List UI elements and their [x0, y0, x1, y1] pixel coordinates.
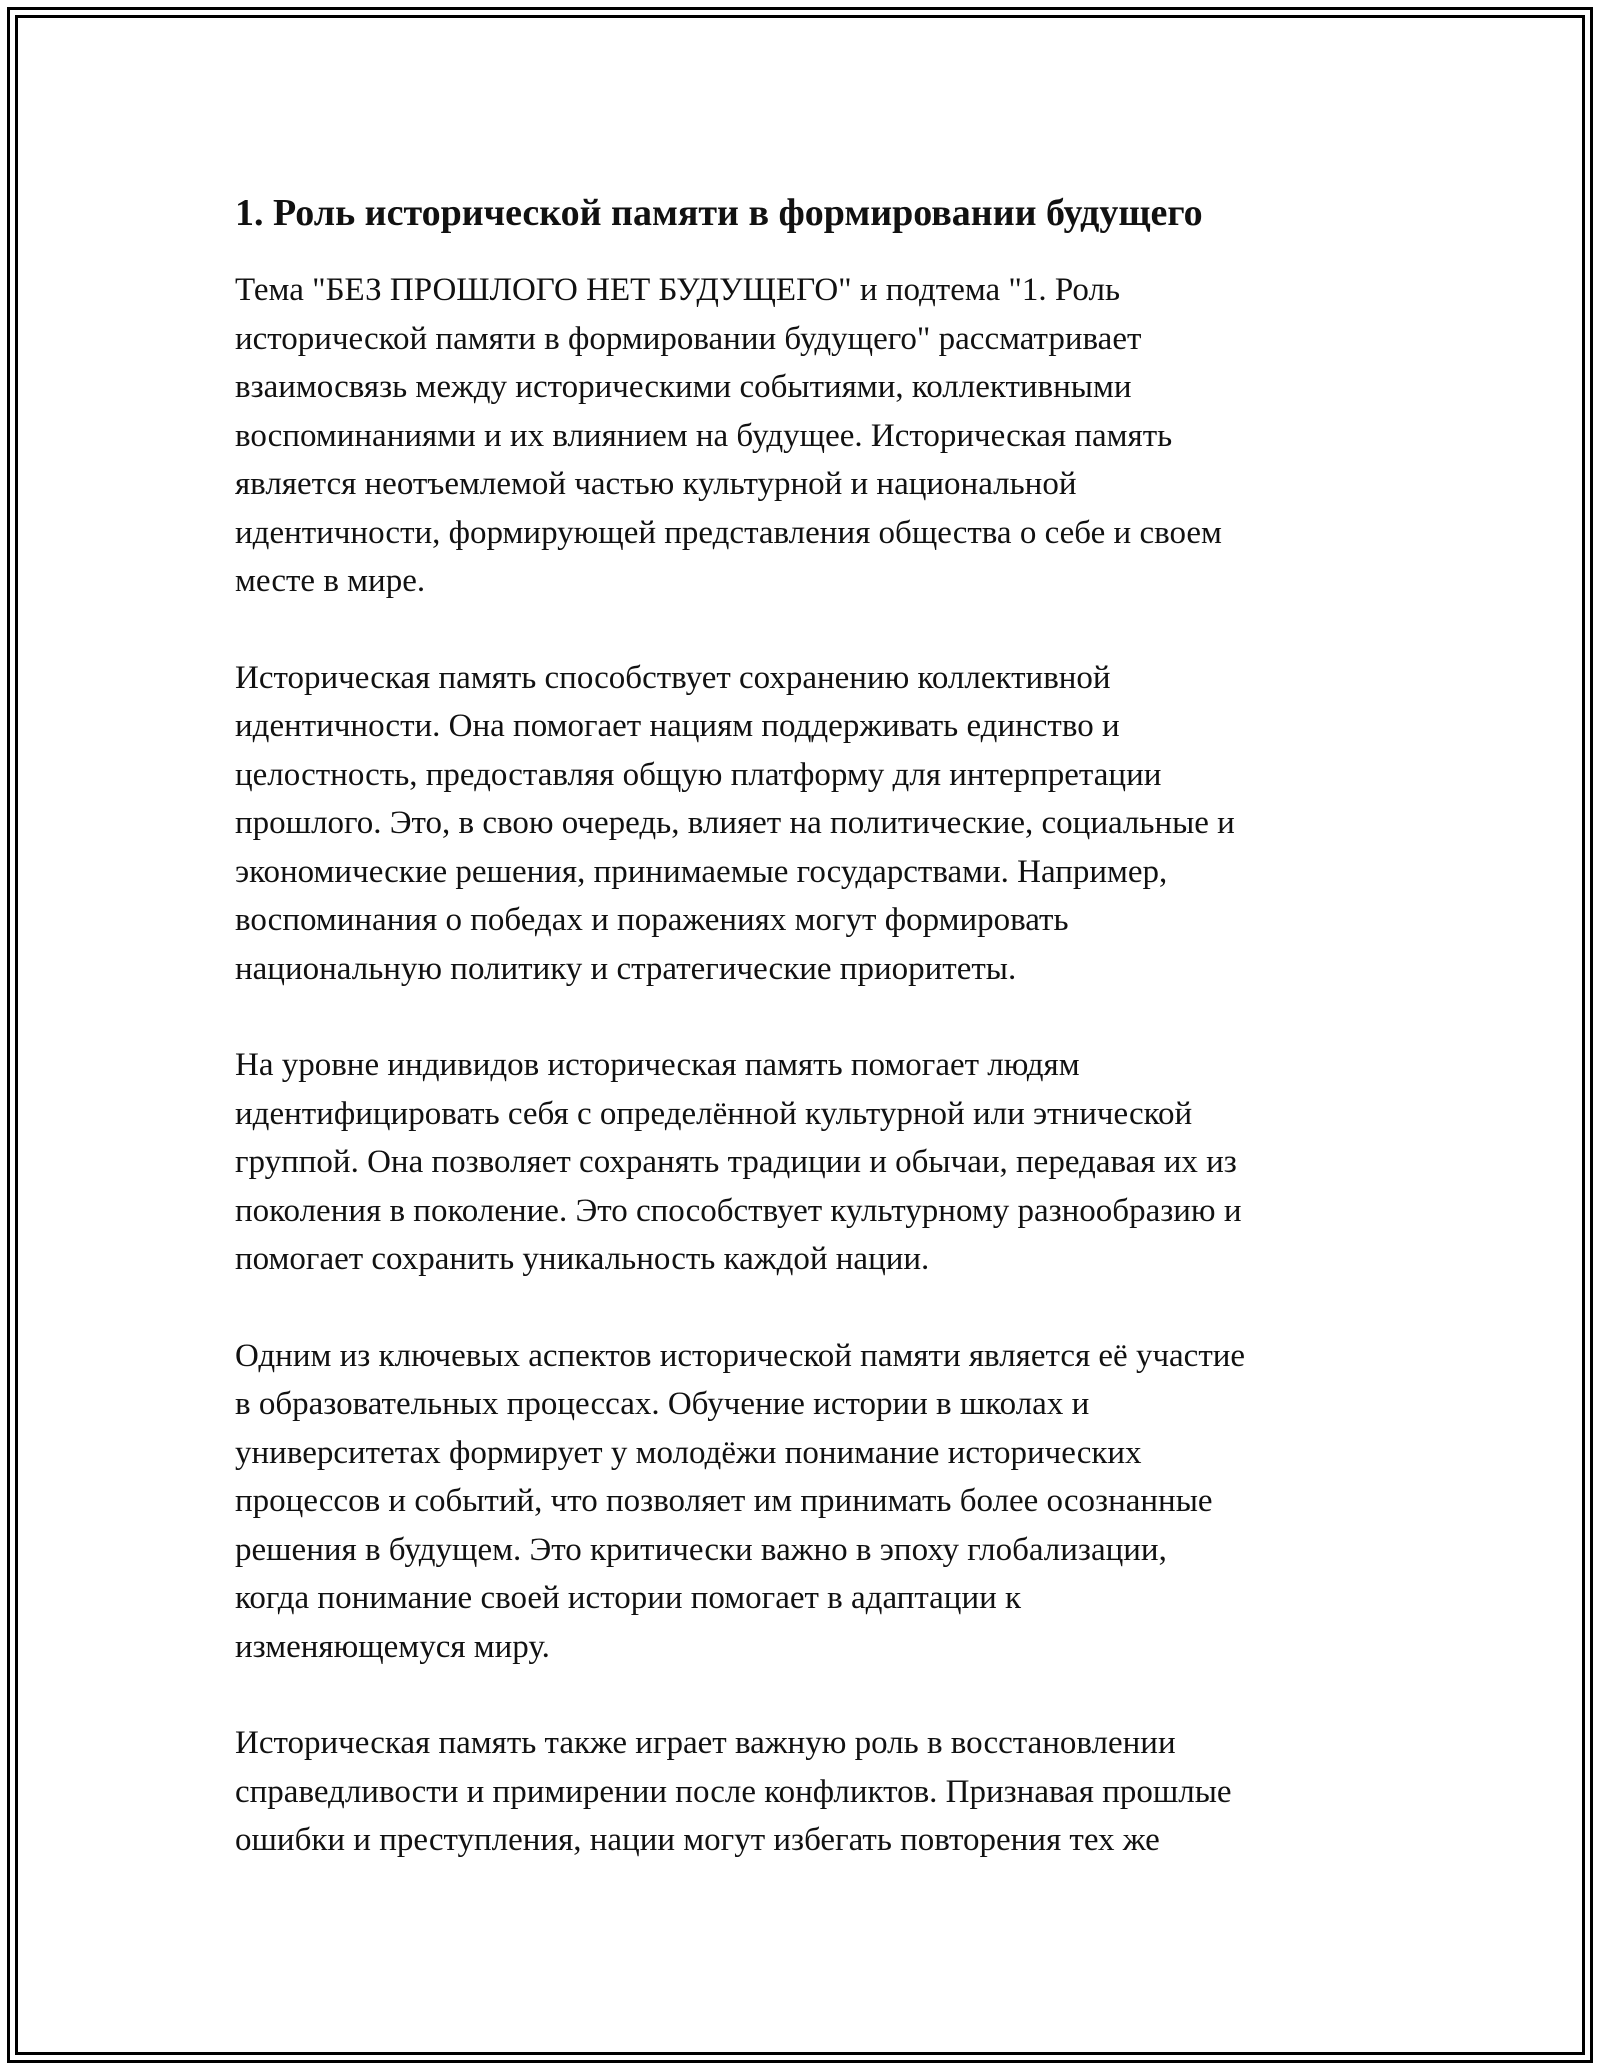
text-line: прошлого. Это, в свою очередь, влияет на политические, социальные и [235, 805, 1235, 841]
text-line: Одним из ключевых аспектов исторической памяти является её участие [235, 1337, 1246, 1374]
text-line: взаимосвязь между историческими событиями, коллективными [235, 369, 1132, 405]
text-line: процессов и событий, что позволяет им принимать более осознанные [235, 1483, 1213, 1519]
text-line: ошибки и преступления, нации могут избегать повторения тех же [235, 1822, 1160, 1858]
paragraph-2 [235, 654, 1375, 994]
text-line: когда понимание своей истории помогает в адаптации к [235, 1580, 1022, 1616]
text-line: идентичности, формирующей представления общества о себе и своем [235, 514, 1222, 551]
text-line: На уровне индивидов историческая память помогает людям [235, 1047, 1080, 1083]
text-line: решения в будущем. Это критически важно в эпоху глобализации, [235, 1531, 1167, 1568]
text-line: воспоминания о победах и поражениях могут формировать [235, 902, 1069, 938]
text-line: помогает сохранить уникальность каждой нации. [235, 1241, 930, 1277]
text-line: в образовательных процессах. Обучение истории в школах и [235, 1386, 1090, 1422]
section-heading: 1. Роль исторической памяти в формировании будущего [235, 192, 1203, 234]
text-line: месте в мире. [235, 563, 426, 599]
document-page [235, 186, 1375, 1913]
text-line: справедливости и примирении после конфликтов. Признавая прошлые [235, 1773, 1232, 1810]
text-line: идентифицировать себя с определённой культурной или этнической [235, 1095, 1193, 1132]
text-line: воспоминаниями и их влиянием на будущее. Историческая память [235, 417, 1173, 454]
paragraph-5 [235, 1719, 1375, 1865]
paragraph-3 [235, 1041, 1375, 1284]
text-line: поколения в поколение. Это способствует культурному разнообразию и [235, 1192, 1242, 1229]
text-line: Историческая память также играет важную роль в восстановлении [235, 1725, 1176, 1761]
text-line: исторической памяти в формировании будущего" рассматривает [235, 320, 1142, 357]
text-line: идентичности. Она помогает нациям поддерживать единство и [235, 708, 1120, 744]
text-line: Тема "БЕЗ ПРОШЛОГО НЕТ БУДУЩЕГО" и подтема "1. Роль [235, 272, 1120, 308]
text-line: Историческая память способствует сохранению коллективной [235, 659, 1111, 696]
text-line: целостность, предоставляя общую платформу для интерпретации [235, 756, 1162, 793]
paragraph-4 [235, 1332, 1375, 1672]
text-line: экономические решения, принимаемые государствами. Например, [235, 853, 1168, 890]
text-line: национальную политику и стратегические приоритеты. [235, 950, 1017, 987]
text-line: группой. Она позволяет сохранять традиции и обычаи, передавая их из [235, 1144, 1237, 1180]
text-line: университетах формирует у молодёжи понимание исторических [235, 1434, 1142, 1471]
paragraph-1 [235, 266, 1375, 606]
text-line: является неотъемлемой частью культурной и национальной [235, 466, 1077, 502]
text-line: изменяющемуся миру. [235, 1628, 550, 1665]
